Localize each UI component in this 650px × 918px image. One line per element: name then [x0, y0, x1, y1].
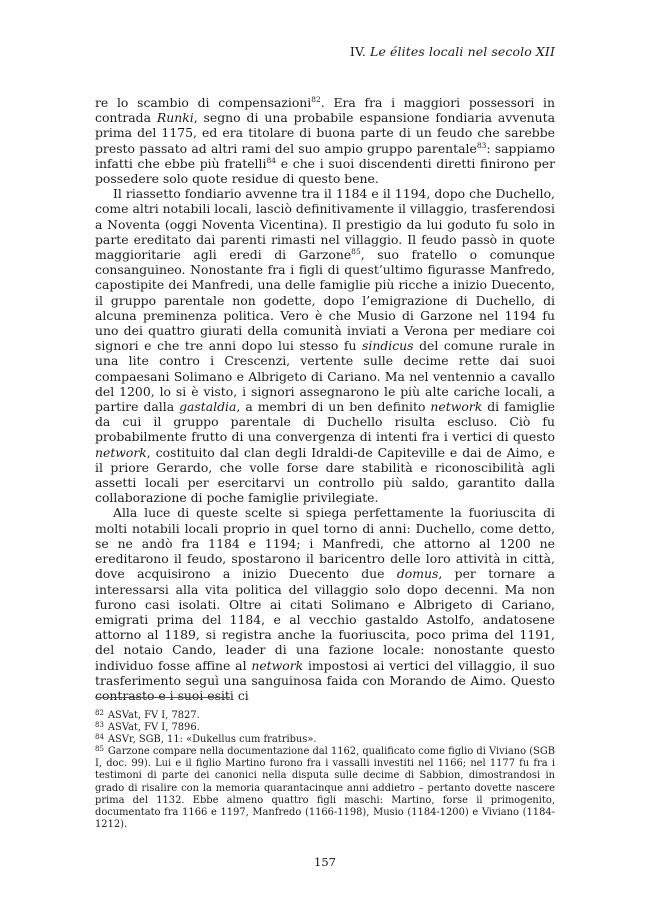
italic-term: network [251, 657, 304, 673]
italic-term: gastaldia [179, 399, 237, 415]
text-run: , suo fratello o comunque consanguineo. Nonostante fra i figli di quest’ultimo figurasse Manfredo, capostipite dei Manfredi, una delle famiglie più ricche a inizio Duecento, il gruppo parentale non godette, dopo l’emigrazione di Duchello, di alcuna preminenza politica. Vero è che Musio di Garzone nel 1194 fu uno dei quattro giurati della comunità inviati a Verona per mediare coi signori e che tre anni dopo lui stesso fu [95, 247, 556, 354]
footnote [95, 710, 555, 722]
footnote-text: ASVr, SGB, 11: «Dukellus cum fratribus». [107, 734, 317, 746]
text-run: impostosi ai vertici del villaggio, il suo trasferimento seguì una sanguinosa faida con Morando de Aimo. Questo contrasto e i suoi esiti ci [95, 657, 555, 703]
footnote [95, 722, 555, 734]
paragraph [95, 505, 555, 703]
italic-term: Runki [156, 110, 194, 126]
footnote-number: 83 [95, 721, 104, 730]
footnote-number: 82 [95, 709, 104, 717]
footnote [95, 746, 555, 831]
text-run: del comune rurale in una lite contro i Crescenzi, vertente sulle decime rette dai suoi compaesani Solimano e Albrigeto di Cariano. Ma nel ventennio a cavallo del 1200, lo si è visto, i signori assegnarono le più alte cariche locali, a partire dalla [95, 338, 555, 415]
text-run: , segno di una probabile espansione fondiaria avvenuta prima del 1175, ed era titolare di buona parte di un feudo che sarebbe presto passato ad altri rami del suo ampio gruppo parentale [95, 110, 555, 156]
body-text [95, 95, 555, 703]
footnote-ref: 84 [266, 155, 276, 165]
text-run: , per tornare a interessarsi alla vita politica del villaggio solo dopo decenni. Ma non furono casi isolati. Oltre ai citati Solimano e Albrigeto di Cariano, emigrati prima del 1184, e al vecchio gastaldo Astolfo, andatosene attorno al 1189, si registra anche la fuoriuscita, poco prima del 1191, del notaio Cando, leader di una fazione locale: nonostante questo individuo fosse affine al [95, 566, 555, 673]
text-run: Il riassetto fondiario avvenne tra il 1184 e il 1194, dopo che Duchello, come altri notabili locali, lasciò definitivamente il villaggio, trasferendosi a Noventa (oggi Noventa Vicentina). Il prestigio da lui goduto fu solo in parte ereditato dai parenti rimasti nel villaggio. Il feudo passò in quote maggioritarie agli eredi di Garzone [95, 186, 555, 263]
footnote-rule [95, 697, 230, 698]
page-number: 157 [314, 855, 336, 869]
italic-term: network [95, 444, 147, 460]
text-run: : sappiamo infatti che ebbe più fratelli [95, 140, 555, 171]
text-run: e che i suoi discendenti diretti finirono per possedere solo quote residue di questo bene. [95, 155, 555, 187]
chapter-title: Le élites locali nel secolo XII [370, 44, 555, 59]
footnote-text: ASVat, FV I, 7896. [107, 722, 200, 734]
italic-term: domus [396, 566, 439, 582]
footnote-number: 84 [95, 733, 104, 742]
footnote-ref: 83 [476, 140, 487, 150]
italic-term: sindicus [362, 338, 414, 354]
footnote-text: ASVat, FV I, 7827. [107, 710, 200, 721]
footnote-number: 85 [95, 745, 104, 754]
italic-term: network [430, 399, 483, 415]
footnote [95, 734, 555, 746]
running-head [350, 44, 555, 59]
footnotes [95, 710, 555, 831]
text-run: di famiglie da cui il gruppo parentale di Duchello risulta escluso. Ciò fu probabilmente frutto di una convergenza di intenti fra i vertici di questo [95, 399, 555, 445]
text-run: , costituito dal clan degli Idraldi-de Capiteville e dai de Aimo, e il priore Gerardo, che volle forse dare stabilità e riconoscibilità agli assetti locali per esercitarvi un controllo più saldo, garantito dalla collaborazione di poche famiglie privilegiate. [95, 444, 555, 506]
paragraph [95, 186, 555, 505]
text-run: Alla luce di queste scelte si spiega perfettamente la fuoriuscita di molti notabili locali proprio in quel torno di anni: Duchello, come detto, se ne andò fra 1184 e 1194; i Manfredi, che attorno al 1200 ne ereditarono il feudo, spostarono il baricentro delle loro attività in città, dove acquisirono a inizio Duecento due [95, 505, 555, 582]
chapter-number: IV. [349, 44, 366, 59]
text-run: , a membri di un ben definito [236, 399, 431, 415]
text-run: re lo scambio di compensazioni [95, 95, 312, 110]
footnote-ref: 82 [311, 95, 321, 104]
paragraph [95, 95, 555, 186]
footnote-ref: 85 [351, 247, 361, 257]
text-run: . Era fra i maggiori possessori in contrada [95, 95, 555, 126]
footnote-text: Garzone compare nella documentazione dal 1162, qualificato come figlio di Viviano (SGB I, doc. 99). Lui e il figlio Martino furono fra i vassalli investiti nel 1166; nel 1177 fu fra i testimoni di parte dei canonici nella disputa sulle decime di Sabbion, dimostrandosi in grado di risalire con la memoria quarantacinque anni addietro – pertanto dovette nascere prima del 1132. Ebbe almeno quattro figli maschi: Martino, forse il primogenito, documentato fra 1166 e 1197, Manfredo (1166-1198), Musio (1184-1200) e Viviano (1184-1212). [95, 746, 555, 830]
